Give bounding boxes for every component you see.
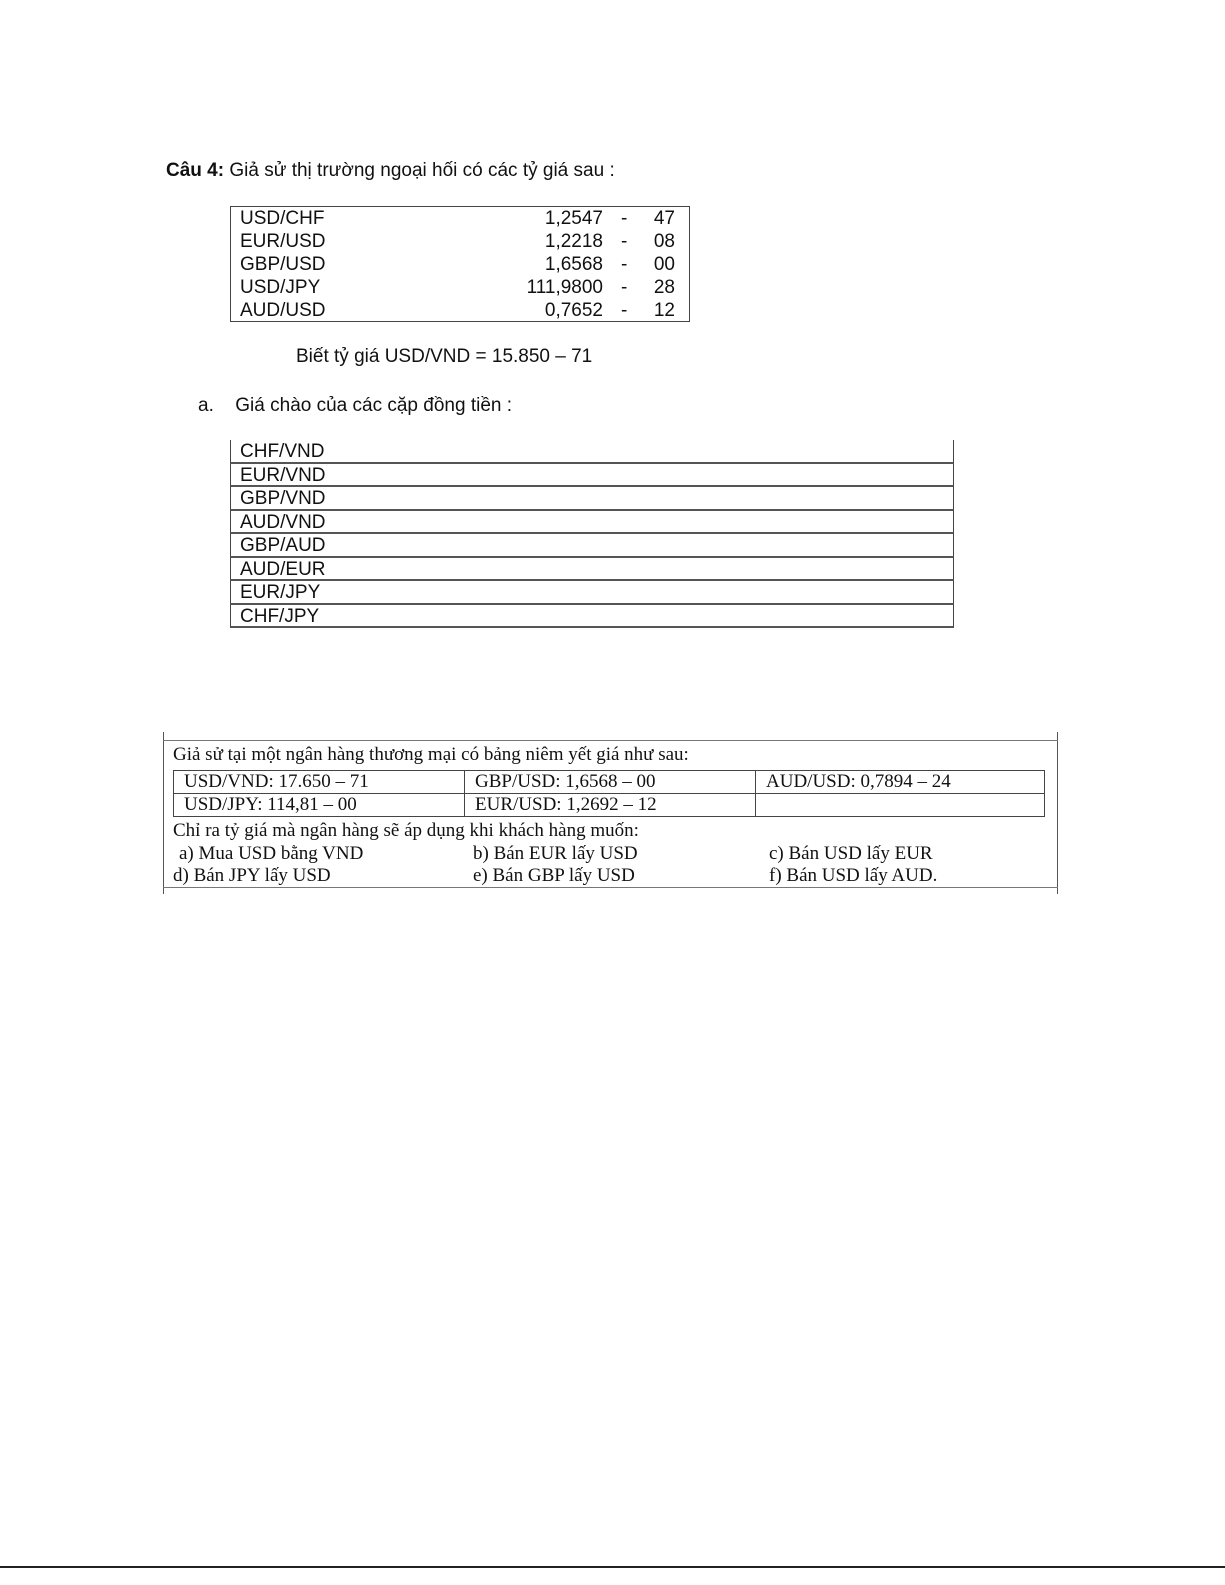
rate-bid: 1,6568 — [544, 254, 603, 275]
question-4-heading — [166, 160, 615, 182]
rate-row — [231, 230, 689, 254]
bank-quote-table — [173, 770, 1045, 817]
bank-intro-text: Giả sử tại một ngân hàng thương mại có bảng niêm yết giá như sau: — [173, 744, 689, 765]
rate-ask: 08 — [653, 231, 675, 252]
rate-bid: 1,2547 — [544, 208, 603, 229]
known-usd-vnd-rate: Biết tỷ giá USD/VND = 15.850 – 71 — [296, 346, 593, 367]
rate-ask: 12 — [653, 300, 675, 321]
pair-row: AUD/EUR — [230, 558, 954, 582]
rate-bid: 111,9800 — [526, 277, 603, 298]
pair-row: GBP/AUD — [230, 534, 954, 558]
rate-separator: - — [621, 254, 628, 275]
table-cell: USD/VND: 17.650 – 71 — [174, 771, 465, 794]
pair-row: AUD/VND — [230, 511, 954, 535]
rate-separator: - — [621, 231, 628, 252]
part-a-label: a. — [198, 395, 214, 416]
frame-bottom-line — [163, 887, 1058, 888]
rate-ask: 47 — [653, 208, 675, 229]
rate-ask: 00 — [653, 254, 675, 275]
pair-row: GBP/VND — [230, 487, 954, 511]
rate-bid: 0,7652 — [544, 300, 603, 321]
frame-right-line — [1057, 732, 1058, 894]
rate-pair: EUR/USD — [240, 231, 326, 252]
table-cell: AUD/USD: 0,7894 – 24 — [756, 771, 1045, 794]
question-4-text: Giả sử thị trường ngoại hối có các tỷ giá sau : — [229, 160, 615, 181]
pair-row: CHF/JPY — [230, 605, 954, 629]
rate-row — [231, 253, 689, 277]
frame-top-line — [163, 740, 1058, 741]
exchange-rate-table — [230, 206, 690, 322]
rate-separator: - — [621, 300, 628, 321]
option-e: e) Bán GBP lấy USD — [473, 865, 635, 886]
option-a: a) Mua USD bằng VND — [179, 843, 364, 864]
rate-row — [231, 276, 689, 300]
frame-left-line — [163, 732, 164, 894]
rate-pair: USD/JPY — [240, 277, 321, 298]
pair-row: EUR/VND — [230, 464, 954, 488]
bank-question-text: Chỉ ra tỷ giá mà ngân hàng sẽ áp dụng khi khách hàng muốn: — [173, 820, 639, 841]
part-a-text: Giá chào của các cặp đồng tiền : — [235, 395, 513, 416]
rate-pair: AUD/USD — [240, 300, 326, 321]
rate-bid: 1,2218 — [544, 231, 603, 252]
pair-row: EUR/JPY — [230, 581, 954, 605]
rate-pair: GBP/USD — [240, 254, 326, 275]
rate-pair: USD/CHF — [240, 208, 325, 229]
table-cell: USD/JPY: 114,81 – 00 — [174, 794, 465, 817]
option-d: d) Bán JPY lấy USD — [173, 865, 331, 886]
page-bottom-rule — [0, 1566, 1225, 1568]
rate-separator: - — [621, 277, 628, 298]
option-c: c) Bán USD lấy EUR — [769, 843, 933, 864]
table-cell — [756, 794, 1045, 817]
option-f: f) Bán USD lấy AUD. — [769, 865, 938, 886]
rate-row — [231, 207, 689, 231]
table-row — [174, 794, 1045, 817]
table-cell: EUR/USD: 1,2692 – 12 — [465, 794, 756, 817]
question-4-label: Câu 4: — [166, 160, 225, 181]
bank-quote-exercise — [163, 732, 1058, 892]
table-cell: GBP/USD: 1,6568 – 00 — [465, 771, 756, 794]
rate-row — [231, 299, 689, 323]
option-b: b) Bán EUR lấy USD — [473, 843, 638, 864]
currency-pairs-answer-table — [230, 440, 954, 628]
rate-separator: - — [621, 208, 628, 229]
pair-row: CHF/VND — [230, 440, 954, 464]
part-a-heading — [198, 395, 512, 417]
table-row — [174, 771, 1045, 794]
rate-ask: 28 — [653, 277, 675, 298]
